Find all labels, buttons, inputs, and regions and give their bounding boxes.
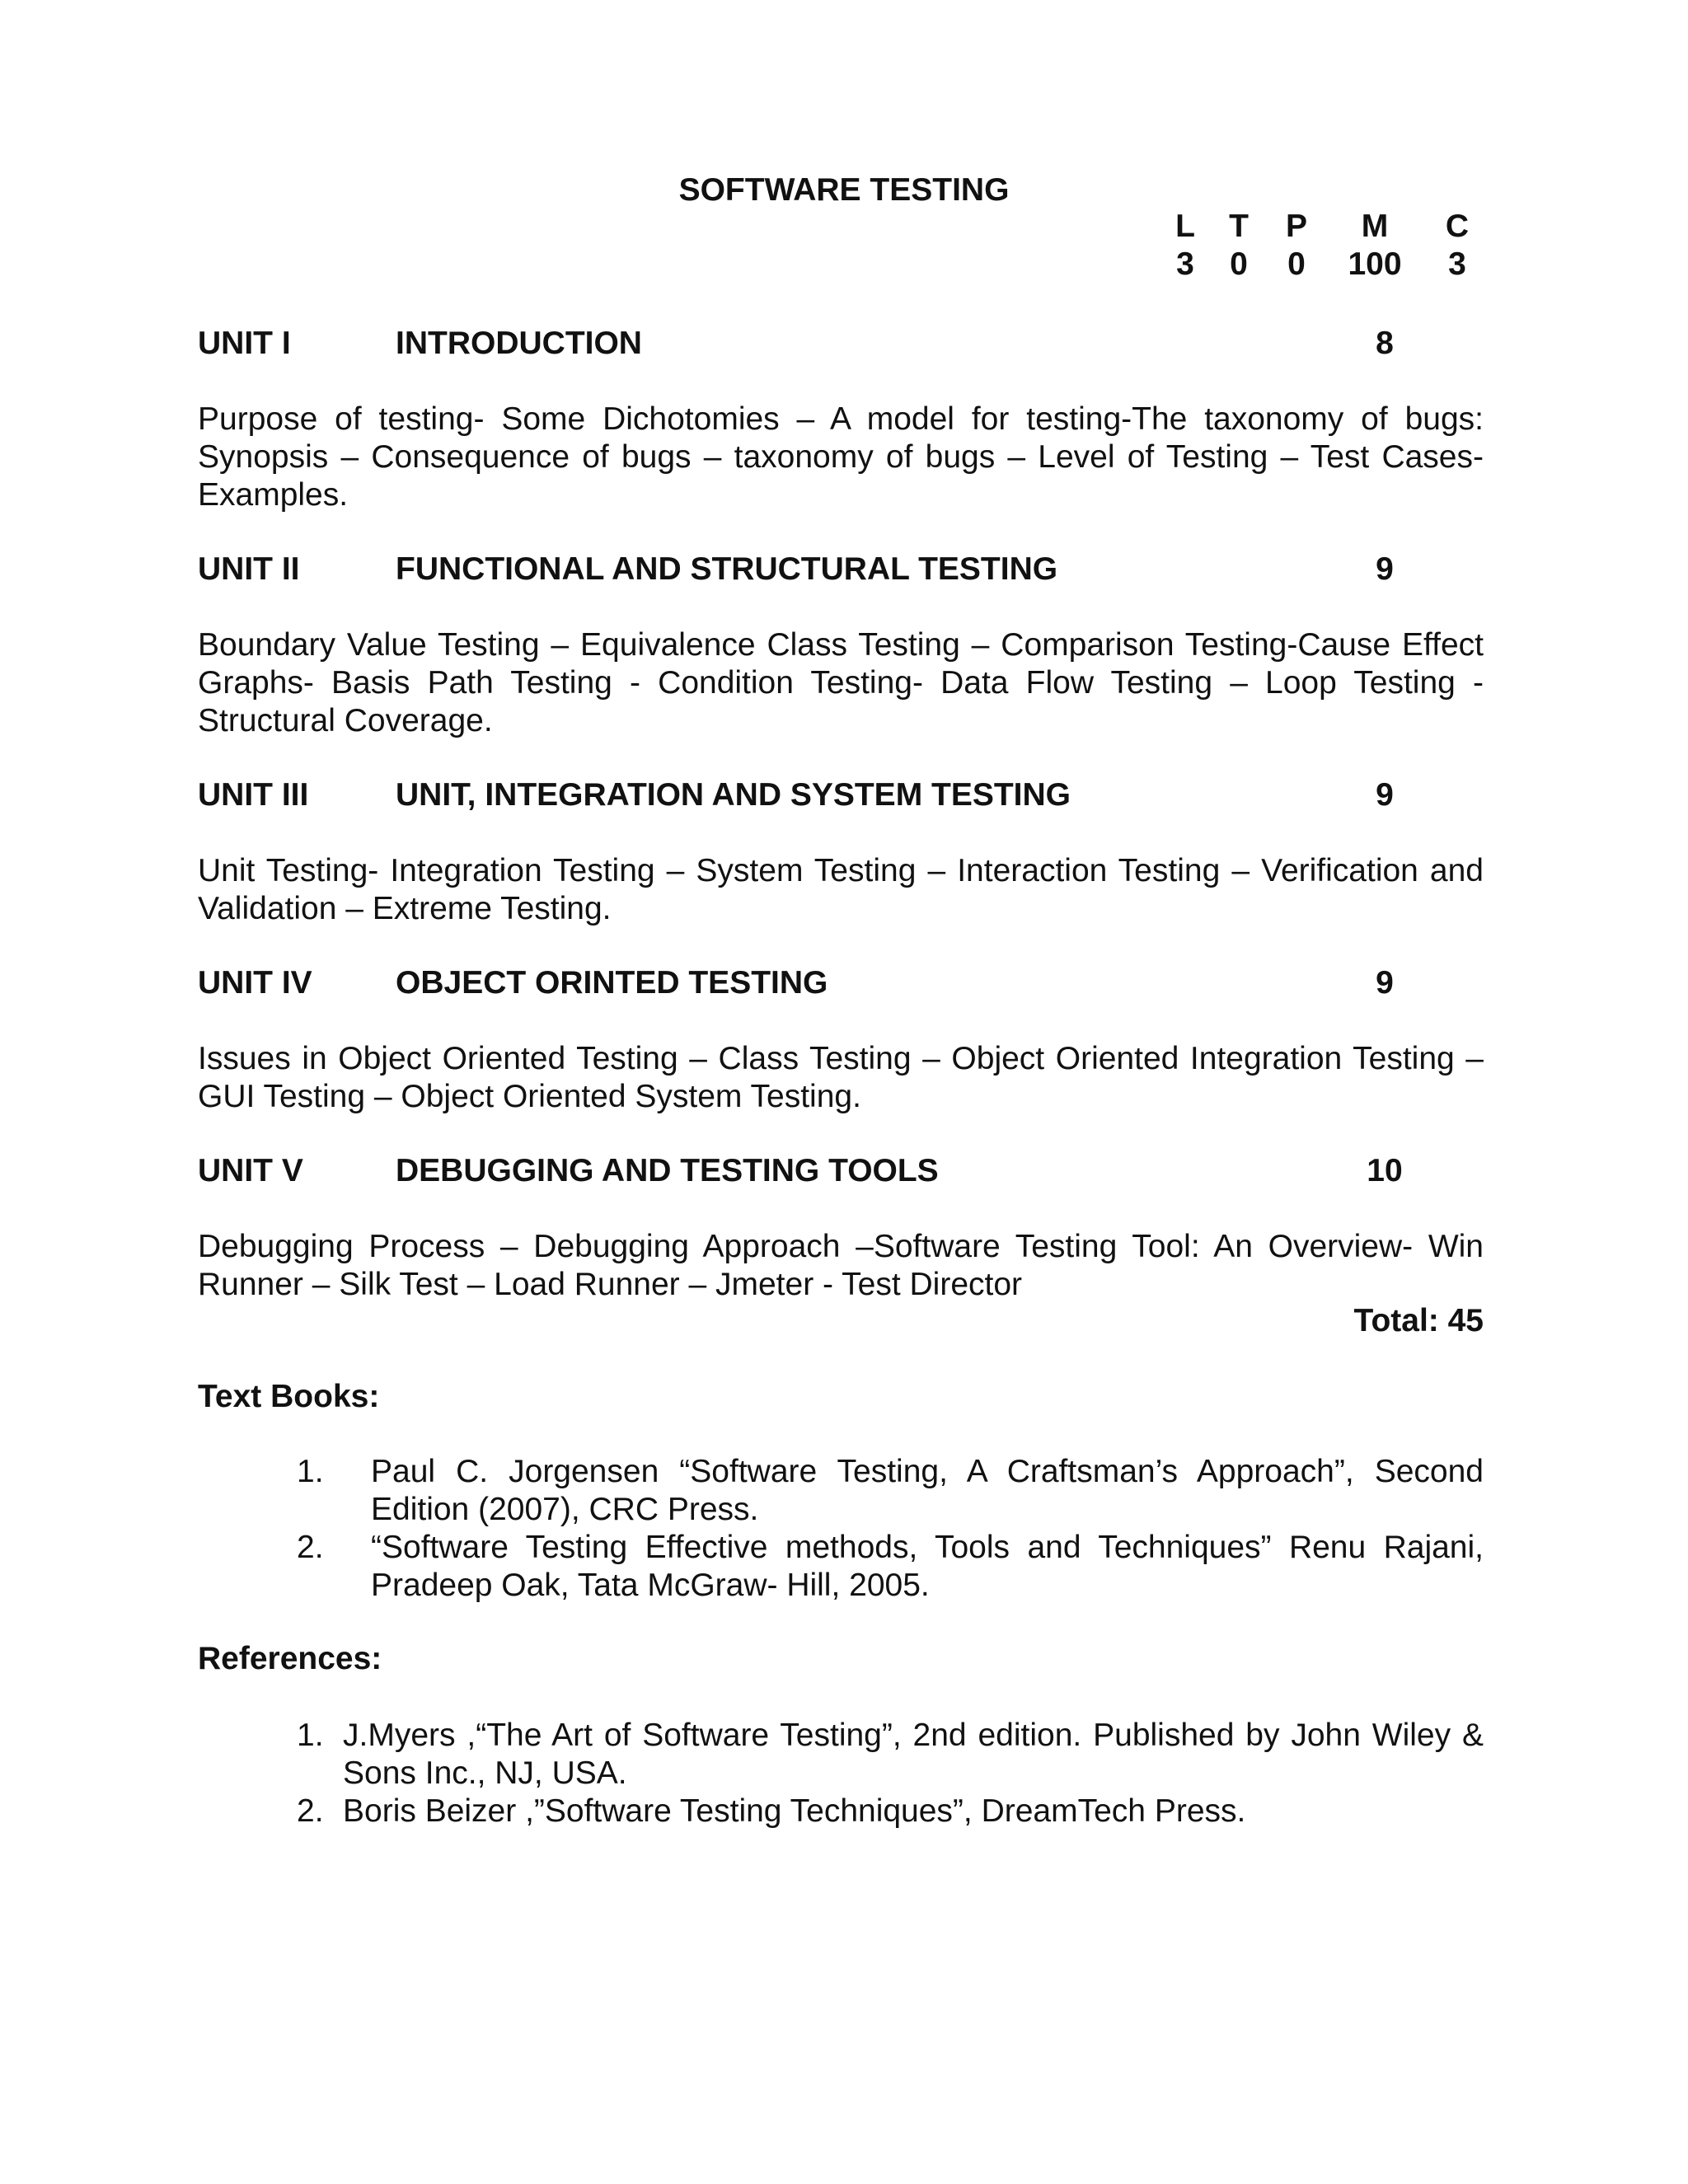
credits-header-p: P: [1285, 209, 1307, 244]
credits-value-m: 100: [1348, 246, 1402, 282]
unit-3-content: Unit Testing- Integration Testing – System Testing – Interaction Testing – Verification and Validation – Extreme Testing.: [198, 853, 1484, 926]
reference-text: J.Myers ,“The Art of Software Testing”, 2nd edition. Published by John Wiley & Sons Inc., NJ, USA.: [343, 1718, 1484, 1791]
unit-2-heading: [198, 551, 1484, 588]
text-book-text: “Software Testing Effective methods, Tools and Techniques” Renu Rajani, Pradeep Oak, Tata McGraw- Hill, 2005.: [371, 1530, 1484, 1603]
unit-2-label: UNIT II: [198, 551, 300, 587]
course-title: SOFTWARE TESTING: [678, 172, 1010, 208]
credits-header-row: [1160, 208, 1490, 246]
unit-4-label: UNIT IV: [198, 965, 312, 1001]
unit-5-title: DEBUGGING AND TESTING TOOLS: [396, 1153, 939, 1188]
credits-value-p: 0: [1287, 246, 1306, 282]
unit-5-hours: 10: [1367, 1153, 1403, 1188]
credits-table: [1160, 208, 1490, 284]
unit-4-content: Issues in Object Oriented Testing – Class Testing – Object Oriented Integration Testing – GUI Testing – Object Oriented System Testing.: [198, 1041, 1484, 1114]
credits-header-c: C: [1445, 209, 1470, 244]
text-book-number: 2.: [297, 1530, 324, 1565]
text-book-item: [297, 1453, 1484, 1529]
unit-5-heading: [198, 1152, 1484, 1190]
reference-text: Boris Beizer ,”Software Testing Techniques”, DreamTech Press.: [343, 1793, 1246, 1829]
unit-1-heading: [198, 325, 1484, 363]
text-book-text: Paul C. Jorgensen “Software Testing, A Craftsman’s Approach”, Second Edition (2007), CRC Press.: [371, 1454, 1484, 1527]
unit-3-label: UNIT III: [198, 777, 309, 813]
credits-header-l: L: [1175, 209, 1195, 244]
unit-2-content: Boundary Value Testing – Equivalence Class Testing – Comparison Testing-Cause Effect Graphs- Basis Path Testing - Condition Testing- Data Flow Testing – Loop Testing - Structural Coverage.: [198, 627, 1484, 738]
total-hours: Total: 45: [1353, 1303, 1484, 1338]
unit-2-hours: 9: [1376, 551, 1394, 587]
unit-1-hours: 8: [1376, 326, 1394, 361]
references-heading: References:: [198, 1641, 382, 1676]
credits-value-row: [1160, 246, 1490, 284]
credits-value-l: 3: [1176, 246, 1194, 282]
text-book-item: [297, 1529, 1484, 1605]
unit-3-hours: 9: [1376, 777, 1394, 813]
reference-item: [297, 1717, 1484, 1793]
text-books-heading: Text Books:: [198, 1379, 380, 1414]
reference-number: 1.: [297, 1718, 324, 1753]
credits-value-c: 3: [1448, 246, 1466, 282]
unit-4-hours: 9: [1376, 965, 1394, 1001]
unit-5-content: Debugging Process – Debugging Approach –Software Testing Tool: An Overview- Win Runner – Silk Test – Load Runner – Jmeter - Test Director: [198, 1229, 1484, 1302]
references-list: [297, 1717, 1484, 1830]
unit-1-title: INTRODUCTION: [396, 326, 642, 361]
credits-header-m: M: [1361, 209, 1389, 244]
unit-2-title: FUNCTIONAL AND STRUCTURAL TESTING: [396, 551, 1058, 587]
text-book-number: 1.: [297, 1454, 324, 1489]
unit-4-title: OBJECT ORINTED TESTING: [396, 965, 828, 1001]
unit-1-label: UNIT I: [198, 326, 291, 361]
unit-4-heading: [198, 964, 1484, 1002]
unit-1-content: Purpose of testing- Some Dichotomies – A model for testing-The taxonomy of bugs: Synopsis – Consequence of bugs – taxonomy of bugs – Level of Testing – Test Cases-Examples.: [198, 401, 1484, 513]
text-books-list: [297, 1453, 1484, 1605]
unit-3-title: UNIT, INTEGRATION AND SYSTEM TESTING: [396, 777, 1071, 813]
reference-number: 2.: [297, 1793, 324, 1829]
reference-item: [297, 1793, 1484, 1830]
unit-5-label: UNIT V: [198, 1153, 303, 1188]
unit-3-heading: [198, 776, 1484, 814]
credits-header-t: T: [1229, 209, 1249, 244]
credits-value-t: 0: [1230, 246, 1248, 282]
